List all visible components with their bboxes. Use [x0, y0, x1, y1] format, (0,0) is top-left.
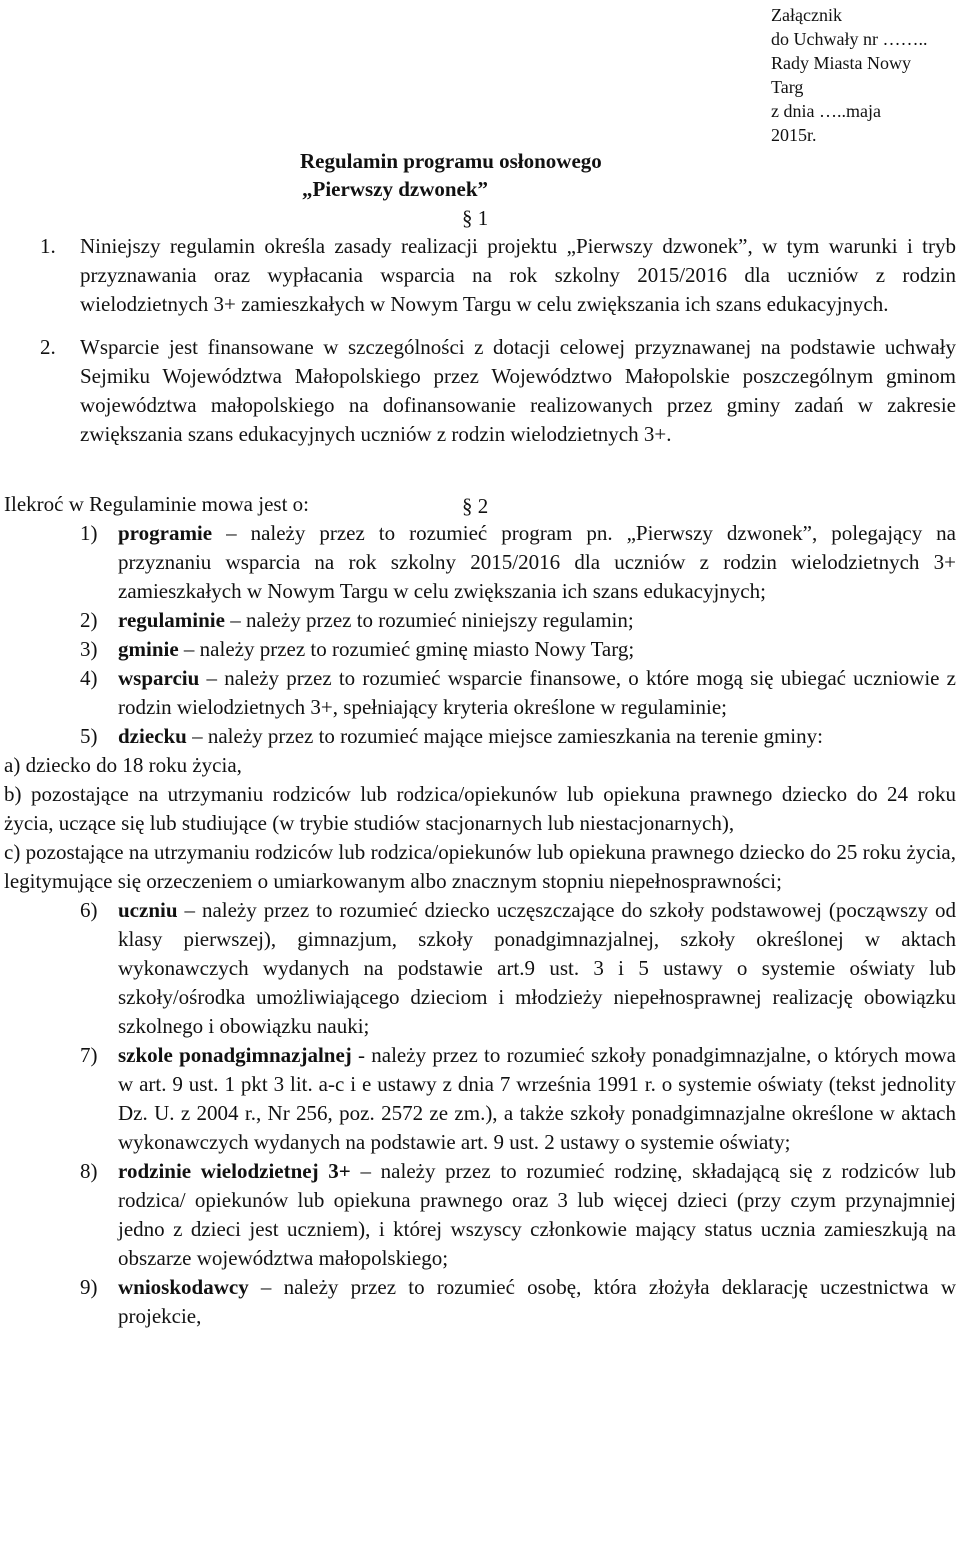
- attachment-note-line: Rady Miasta Nowy: [771, 53, 911, 73]
- attachment-note-line: z dnia …..maja: [771, 101, 881, 121]
- item-text: – należy przez to rozumieć osobę, która złożyła deklarację uczestnictwa w projekcie,: [118, 1275, 956, 1328]
- attachment-note: [771, 3, 951, 147]
- item-number: 4): [80, 666, 98, 690]
- item-text: – należy przez to rozumieć program pn. „Pierwszy dzwonek”, polegający na przyznaniu wsparcia na rok szkolny 2015/2016 dla uczniów z rodzin wielodzietnych 3+ zamieszkałych w Nowym Targu w celu zwiększania ich szans edukacyjnych;: [118, 521, 956, 603]
- definition-item: [4, 606, 956, 635]
- item-term: szkole ponadgimnazjalnej: [118, 1043, 359, 1067]
- item-number: 9): [80, 1275, 98, 1299]
- item-text: – należy przez to rozumieć niniejszy regulamin;: [230, 608, 634, 632]
- paragraph-text: Wsparcie jest finansowane w szczególności z dotacji celowej przyznawanej na podstawie uchwały Sejmiku Województwa Małopolskiego przez Województwo Małopolskie poszczególnym gminom województwa małopolskiego na dofinansowanie realizowanych przez gminy zadań w zakresie zwiększania szans edukacyjnych uczniów z rodzin wielodzietnych 3+.: [80, 335, 956, 446]
- subpoint-c: c) pozostające na utrzymaniu rodziców lub rodzica/opiekunów lub opiekuna prawnego dziecko do 25 roku życia, legitymujące się orzeczeniem o umiarkowanym albo znacznym stopniu niepełnosprawności;: [4, 840, 956, 893]
- paragraph-text: Niniejszy regulamin określa zasady realizacji projektu „Pierwszy dzwonek”, w tym warunki i tryb przyznawania oraz wypłacania wsparcia na rok szkolny 2015/2016 dla uczniów z rodzin wielodzietnych 3+ zamieszkałych w Nowym Targu w celu zwiększania ich szans edukacyjnych.: [80, 234, 956, 316]
- item-text: – należy przez to rozumieć wsparcie finansowe, o które mogą się ubiegać uczniowie z rodzin wielodzietnych 3+, spełniający kryteria określone w regulaminie;: [118, 666, 956, 719]
- definition-item: [4, 722, 956, 751]
- item-number: 2): [80, 608, 98, 632]
- item-text: - należy przez to rozumieć szkoły ponadgimnazjalne, o których mowa w art. 9 ust. 1 pkt 3 lit. a-c i e ustawy z dnia 7 września 1991 r. o systemie oświaty (tekst jednolity Dz. U. z 2004 r., Nr 256, poz. 2572 ze zm.), a także szkoły ponadgimnazjalne określone w aktach wykonawczych wydanych na podstawie art. 9 ust. 2 ustawy o systemie oświaty;: [118, 1043, 957, 1154]
- item-term: uczniu: [118, 898, 185, 922]
- subpoint-b: b) pozostające na utrzymaniu rodziców lub rodzica/opiekunów lub opiekuna prawnego dziecko do 24 roku życia, uczące się lub studiujące (w trybie studiów stacjonarnych lub niestacjonarnych),: [4, 782, 956, 835]
- title-line: „Pierwszy dzwonek”: [302, 177, 489, 201]
- definition-item: [4, 896, 956, 1041]
- document-body: [4, 232, 956, 1331]
- attachment-note-line: do Uchwały nr ……..: [771, 29, 928, 49]
- item-number: 3): [80, 637, 98, 661]
- item-term: wsparciu: [118, 666, 207, 690]
- spacer: [4, 449, 956, 490]
- item-number: 5): [80, 724, 98, 748]
- paragraph-number: 1.: [40, 234, 56, 258]
- document-title: [300, 147, 680, 203]
- section-2-intro: Ilekroć w Regulaminie mowa jest o:: [4, 492, 310, 516]
- section-2-heading: § 2: [462, 494, 489, 518]
- attachment-note-line: 2015r.: [771, 125, 817, 145]
- item-term: rodzinie wielodzietnej 3+: [118, 1159, 361, 1183]
- definition-item: [4, 1157, 956, 1273]
- item-text: – należy przez to rozumieć rodzinę, składającą się z rodziców lub rodzica/ opiekunów lub opiekuna prawnego oraz 3 lub więcej dzieci (przy czym przynajmniej jedno z dzieci jest uczniem), i której wszyscy członkowie mający status ucznia zamieszkują na obszarze województwa małopolskiego;: [118, 1159, 956, 1270]
- section-1-heading: § 1: [462, 206, 489, 230]
- item-term: programie: [118, 521, 227, 545]
- item-text: – należy przez to rozumieć dziecko uczęszczające do szkoły podstawowej (począwszy od klasy pierwszej), gimnazjum, szkoły ponadgimnazjalnej, szkoły określonej w aktach wykonawczych wydanych na podstawie art.9 ust. 3 i 5 ustawy o systemie oświaty lub szkoły/ośrodka umożliwiającego dzieciom i młodzieży niepełnosprawnej realizację obowiązku szkolnego i obowiązku nauki;: [118, 898, 957, 1038]
- subpoint-a: a) dziecko do 18 roku życia,: [4, 753, 242, 777]
- item-term: regulaminie: [118, 608, 231, 632]
- paragraph-number: 2.: [40, 335, 56, 359]
- paragraph-text: [40, 232, 956, 319]
- item-term: wnioskodawcy: [118, 1275, 261, 1299]
- item-number: 1): [80, 521, 98, 545]
- section-1-paragraph-1: [4, 232, 956, 319]
- definition-item: [4, 1041, 956, 1157]
- definition-item: [4, 519, 956, 606]
- item-term: gminie: [118, 637, 184, 661]
- item-text: – należy przez to rozumieć gminę miasto Nowy Targ;: [183, 637, 635, 661]
- title-line: Regulamin programu osłonowego: [300, 149, 602, 173]
- item-number: 8): [80, 1159, 98, 1183]
- item-text: – należy przez to rozumieć mające miejsce zamieszkania na terenie gminy:: [192, 724, 823, 748]
- attachment-note-line: Targ: [771, 77, 804, 97]
- definition-item: [4, 1273, 956, 1331]
- item-term: dziecku: [118, 724, 193, 748]
- definition-item: [4, 664, 956, 722]
- definition-item: [4, 635, 956, 664]
- section-1-paragraph-2: [4, 333, 956, 449]
- item-number: 6): [80, 898, 98, 922]
- item-number: 7): [80, 1043, 98, 1067]
- attachment-note-line: Załącznik: [771, 5, 842, 25]
